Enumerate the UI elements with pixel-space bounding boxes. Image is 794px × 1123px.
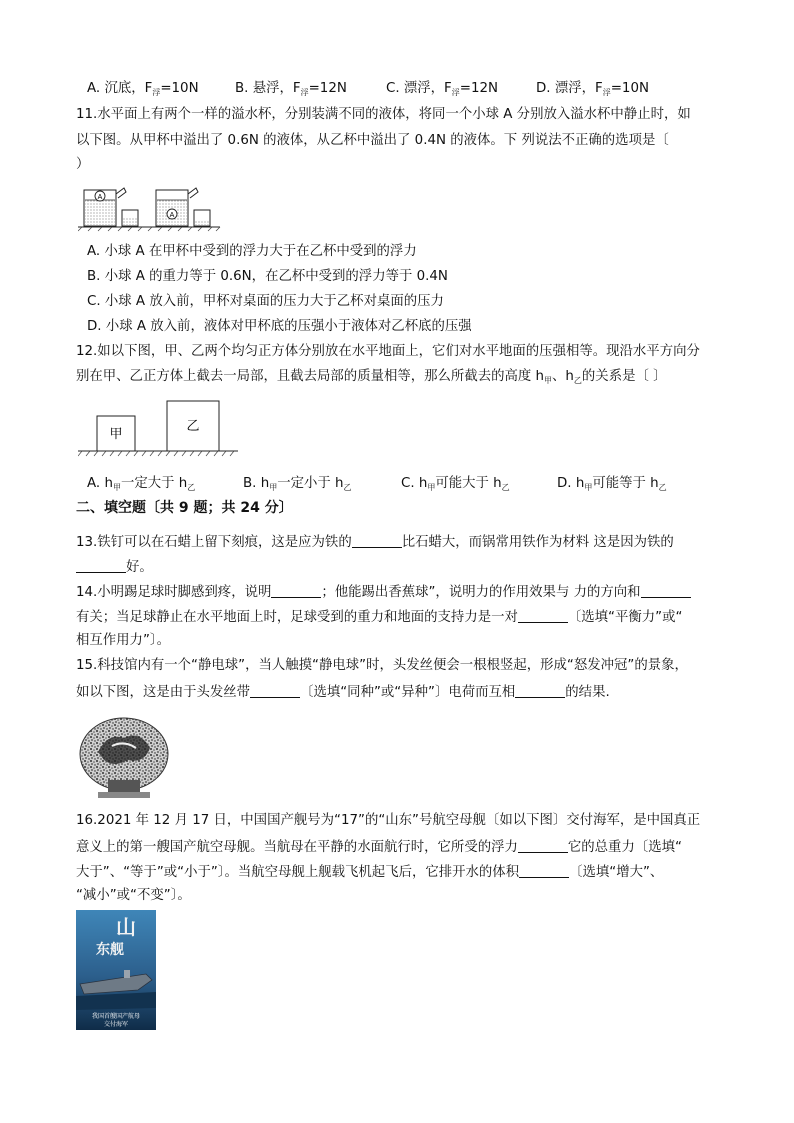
q11-stem-line1: 11.水平面上有两个一样的溢水杯，分别装满不同的液体，将同一个小球 A 分别放入溢水杯中静止时，如	[76, 107, 691, 122]
q16-blank-1[interactable]	[518, 840, 568, 853]
q14-line3: 相互作用力”〕。	[76, 633, 170, 648]
q12-option-a: A. $h_甲$一定大于 $h_乙$	[87, 476, 196, 492]
q13-blank-2[interactable]	[76, 560, 126, 573]
q11-option-d: D. 小球 A 放入前，液体对甲杯底的压强小于液体对乙杯底的压强	[87, 319, 472, 334]
q15-line1: 15.科技馆内有一个“静电球”，当人触摸“静电球”时，头发丝便会一根根竖起，形成“怒发冲冠”的景象，	[76, 658, 688, 673]
q12-stem-line2: 别在甲、乙正方体上截去一局部，且截去局部的质量相等，那么所截去的高度 $h_甲$、$h_乙$的关系是〔 〕	[76, 369, 667, 385]
q12-stem-line1: 12.如以下图，甲、乙两个均匀正方体分别放在水平地面上，它们对水平地面的压强相等。现沿水平方向分	[76, 344, 700, 359]
q11-stem-line3: ）	[76, 157, 90, 172]
q14-line2: 有关；当足球静止在水平地面上时，足球受到的重力和地面的支持力是一对 〔选填“平衡力”或“	[76, 610, 683, 625]
q16-line2: 意义上的第一艘国产航空母舰。当航母在平静的水面航行时，它所受的浮力 它的总重力〔选填“	[76, 840, 682, 855]
q12-option-d: D. $h_甲$可能等于 $h_乙$	[557, 476, 667, 492]
section-fill-in-title: 二、填空题〔共 9 题；共 24 分〕	[76, 500, 293, 516]
cube-jia-label: 甲	[109, 427, 123, 442]
q10-option-b: B. 悬浮，$F_浮=12N$	[235, 81, 347, 97]
q13-line1: 13.铁钉可以在石蜡上留下刻痕，这是应为铁的 比石蜡大，而锅常用铁作为材料 这是因为铁的	[76, 535, 674, 550]
poster-caption-1: 我国首艘国产航母	[91, 1013, 141, 1020]
poster-caption-2: 交付海军	[103, 1021, 129, 1028]
ball-label-2: A	[169, 212, 175, 219]
q11-option-c: C. 小球 A 放入前，甲杯对桌面的压力大于乙杯对桌面的压力	[87, 294, 444, 309]
q16-blank-2[interactable]	[519, 865, 569, 878]
poster-title-1: 山	[116, 915, 136, 939]
q13-line2: 好。	[76, 560, 153, 574]
q13-blank-1[interactable]	[352, 535, 402, 548]
q11-stem-line2: 以下图。从甲杯中溢出了 0.6N 的液体，从乙杯中溢出了 0.4N 的液体。下 列说法不正确的选项是〔	[76, 133, 669, 148]
cup-jia	[84, 188, 138, 226]
q10-option-c: C. 漂浮，$F_浮=12N$	[386, 81, 499, 97]
overflow-cups-figure	[78, 176, 223, 232]
cube-yi-label: 乙	[186, 419, 200, 434]
q12-option-c: C. $h_甲$可能大于 $h_乙$	[401, 476, 510, 492]
q15-line2: 如以下图，这是由于头发丝带 〔选填“同种”或“异种”〕电荷而互相 的结果.	[76, 685, 610, 700]
q14-blank-2[interactable]	[641, 585, 691, 598]
q10-option-a: A. 沉底，$F_浮=10N$	[87, 81, 199, 97]
cubes-figure	[78, 397, 240, 461]
q11-option-a: A. 小球 A 在甲杯中受到的浮力大于在乙杯中受到的浮力	[87, 244, 417, 259]
poster-title-2: 东舰	[96, 942, 124, 958]
q12-option-b: B. $h_甲$一定小于 $h_乙$	[243, 476, 352, 492]
cup-yi	[156, 188, 210, 226]
q11-option-b: B. 小球 A 的重力等于 0.6N，在乙杯中受到的浮力等于 0.4N	[87, 269, 448, 284]
q15-blank-2[interactable]	[515, 685, 565, 698]
static-electricity-ball-image	[78, 712, 170, 800]
q16-line4: “减小”或“不变”〕。	[76, 888, 191, 903]
q15-blank-1[interactable]	[250, 685, 300, 698]
q14-line1: 14.小明踢足球时脚感到疼，说明 ；他能踢出香蕉球”，说明力的作用效果与 力的方向和	[76, 585, 691, 599]
q14-blank-3[interactable]	[518, 610, 568, 623]
q16-line3: 大于”、“等于”或“小于”〕。当航空母舰上舰载飞机起飞后，它排开水的体积 〔选填“增大”、	[76, 865, 664, 880]
aircraft-carrier-poster	[76, 910, 156, 1030]
q10-option-d: D. 漂浮，$F_浮=10N$	[536, 81, 649, 97]
q16-line1: 16.2021 年 12 月 17 日，中国国产舰号为“17”的“山东”号航空母舰〔如以下图〕交付海军，是中国真正	[76, 813, 701, 828]
ball-label-1: A	[97, 194, 103, 201]
q14-blank-1[interactable]	[271, 585, 321, 598]
